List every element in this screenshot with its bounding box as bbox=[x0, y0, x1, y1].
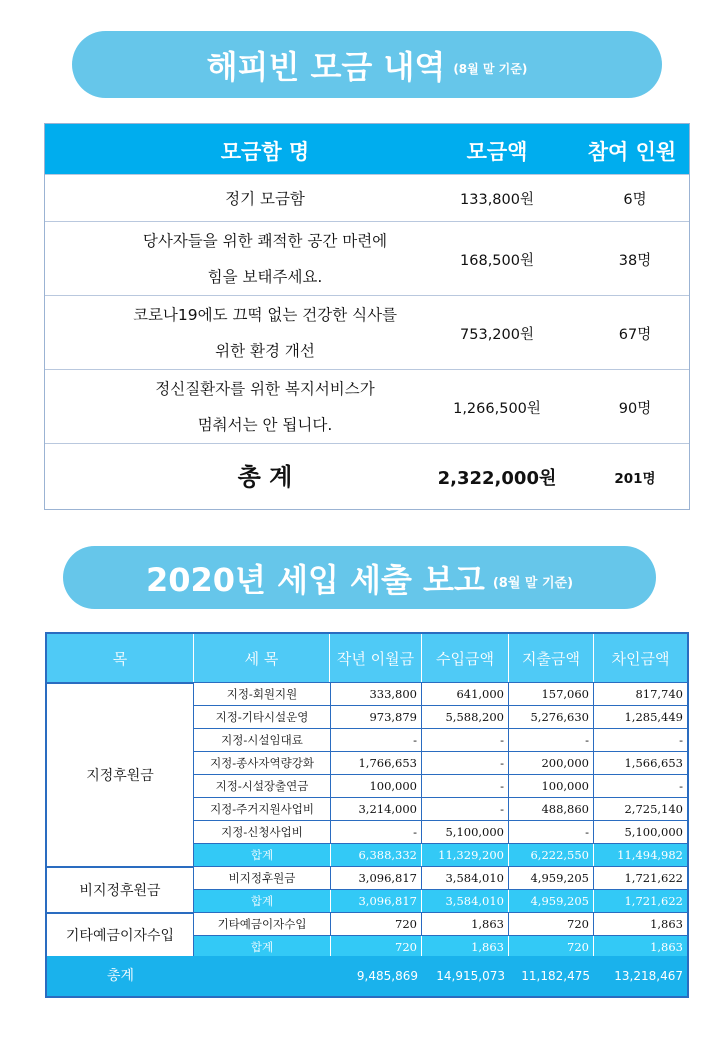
row-name: 정기 모금함 bbox=[225, 189, 305, 208]
total-label: 총 계 bbox=[237, 463, 293, 491]
row-expense: 6,222,550 bbox=[509, 844, 594, 866]
row-income: 1,863 bbox=[422, 936, 509, 958]
row-name: 코로나19에도 끄떡 없는 건강한 식사를 위한 환경 개선 bbox=[132, 306, 398, 360]
header-expense: 지출금액 bbox=[509, 634, 594, 682]
header-participants: 참여 인원 bbox=[587, 140, 677, 164]
row-subcategory: 지정-시설임대료 bbox=[194, 729, 331, 751]
row-expense: 720 bbox=[509, 913, 594, 935]
budget-table bbox=[45, 632, 689, 998]
row-income: 641,000 bbox=[422, 683, 509, 705]
table-row bbox=[45, 369, 689, 444]
header-subcategory: 세 목 bbox=[194, 634, 330, 682]
header-carryover: 작년 이월금 bbox=[330, 634, 422, 682]
row-carryover: 3,214,000 bbox=[330, 798, 422, 820]
table-row bbox=[194, 751, 687, 774]
donation-title: 해피빈 모금 내역 bbox=[206, 47, 446, 86]
row-count: 90명 bbox=[618, 400, 652, 417]
row-income: 11,329,200 bbox=[422, 844, 509, 866]
table-row bbox=[194, 866, 687, 889]
row-subcategory: 지정-주거지원사업비 bbox=[194, 798, 331, 820]
row-count: 38명 bbox=[618, 252, 652, 269]
header-amount: 모금액 bbox=[466, 140, 528, 164]
row-subcategory: 지정-시설장출연금 bbox=[194, 775, 331, 797]
budget-total-label: 총계 bbox=[106, 968, 135, 984]
row-balance: 1,721,622 bbox=[624, 894, 683, 908]
row-count: 67명 bbox=[618, 326, 652, 343]
table-row bbox=[194, 774, 687, 797]
budget-total-row bbox=[47, 956, 687, 996]
row-carryover: 1,766,653 bbox=[330, 752, 422, 774]
row-income: - bbox=[422, 798, 509, 820]
table-row bbox=[194, 682, 687, 705]
group-label: 기타예금이자수입 bbox=[47, 912, 194, 956]
row-expense: 4,959,205 bbox=[509, 867, 594, 889]
row-carryover: - bbox=[330, 729, 422, 751]
row-subcategory: 합계 bbox=[194, 936, 331, 958]
subtotal-row bbox=[194, 935, 687, 958]
row-expense: 157,060 bbox=[509, 683, 594, 705]
row-balance: 1,566,653 bbox=[624, 756, 683, 770]
row-subcategory: 지정-회원지원 bbox=[194, 683, 331, 705]
row-carryover: 3,096,817 bbox=[330, 890, 422, 912]
row-expense: 488,860 bbox=[509, 798, 594, 820]
row-balance: - bbox=[679, 779, 683, 793]
donation-table-header bbox=[45, 124, 689, 174]
row-amount: 753,200원 bbox=[460, 326, 534, 343]
total-expense: 11,182,475 bbox=[521, 969, 590, 983]
group-label: 비지정후원금 bbox=[47, 866, 194, 912]
row-income: - bbox=[422, 729, 509, 751]
row-subcategory: 지정-신청사업비 bbox=[194, 821, 331, 843]
row-expense: 720 bbox=[509, 936, 594, 958]
row-name: 당사자들을 위한 쾌적한 공간 마련에 힘을 보태주세요. bbox=[142, 232, 388, 286]
total-row bbox=[45, 443, 689, 510]
table-row bbox=[45, 174, 689, 222]
subtotal-row bbox=[194, 843, 687, 866]
header-income: 수입금액 bbox=[422, 634, 509, 682]
row-balance: 5,100,000 bbox=[624, 825, 683, 839]
row-income: 1,863 bbox=[422, 913, 509, 935]
row-expense: 5,276,630 bbox=[509, 706, 594, 728]
row-carryover: 3,096,817 bbox=[330, 867, 422, 889]
row-carryover: 100,000 bbox=[330, 775, 422, 797]
row-balance: 1,863 bbox=[650, 940, 683, 954]
total-carryover: 9,485,869 bbox=[356, 969, 418, 983]
row-income: 5,588,200 bbox=[422, 706, 509, 728]
donation-title-banner bbox=[72, 31, 662, 98]
row-amount: 1,266,500원 bbox=[453, 400, 541, 417]
subtotal-row bbox=[194, 889, 687, 912]
row-expense: 200,000 bbox=[509, 752, 594, 774]
budget-title-banner bbox=[63, 546, 656, 609]
row-carryover: 720 bbox=[330, 913, 422, 935]
header-category: 목 bbox=[47, 634, 194, 682]
row-subcategory: 기타예금이자수입 bbox=[194, 913, 331, 935]
row-income: - bbox=[422, 775, 509, 797]
header-balance: 차인금액 bbox=[594, 634, 687, 682]
row-carryover: 6,388,332 bbox=[330, 844, 422, 866]
table-row bbox=[194, 912, 687, 935]
table-row bbox=[194, 705, 687, 728]
table-row bbox=[194, 797, 687, 820]
total-income: 14,915,073 bbox=[436, 969, 505, 983]
table-row bbox=[194, 820, 687, 843]
row-subcategory: 비지정후원금 bbox=[194, 867, 331, 889]
row-balance: 11,494,982 bbox=[617, 848, 683, 862]
row-expense: 4,959,205 bbox=[509, 890, 594, 912]
row-expense: - bbox=[509, 729, 594, 751]
row-income: 3,584,010 bbox=[422, 867, 509, 889]
donation-table bbox=[44, 123, 690, 510]
row-carryover: - bbox=[330, 821, 422, 843]
row-subcategory: 합계 bbox=[194, 844, 331, 866]
total-amount: 2,322,000원 bbox=[437, 468, 557, 489]
row-amount: 168,500원 bbox=[460, 252, 534, 269]
row-carryover: 720 bbox=[330, 936, 422, 958]
row-balance: 1,285,449 bbox=[624, 710, 683, 724]
row-balance: 817,740 bbox=[635, 687, 683, 701]
row-balance: 1,721,622 bbox=[624, 871, 683, 885]
row-carryover: 973,879 bbox=[330, 706, 422, 728]
table-row bbox=[194, 728, 687, 751]
row-count: 6명 bbox=[623, 192, 647, 208]
total-balance: 13,218,467 bbox=[614, 969, 683, 983]
row-balance: - bbox=[679, 733, 683, 747]
table-row bbox=[45, 295, 689, 370]
row-subcategory: 합계 bbox=[194, 890, 331, 912]
group-label: 지정후원금 bbox=[47, 682, 194, 866]
table-row bbox=[45, 221, 689, 296]
row-income: - bbox=[422, 752, 509, 774]
budget-title: 2020년 세입 세출 보고 bbox=[145, 560, 485, 599]
row-expense: - bbox=[509, 821, 594, 843]
total-count: 201명 bbox=[614, 471, 656, 487]
row-expense: 100,000 bbox=[509, 775, 594, 797]
donation-subtitle: (8월 말 기준) bbox=[453, 62, 528, 76]
header-name: 모금함 명 bbox=[220, 140, 310, 164]
row-carryover: 333,800 bbox=[330, 683, 422, 705]
row-income: 3,584,010 bbox=[422, 890, 509, 912]
row-amount: 133,800원 bbox=[460, 192, 534, 208]
row-subcategory: 지정-종사자역량강화 bbox=[194, 752, 331, 774]
row-income: 5,100,000 bbox=[422, 821, 509, 843]
row-balance: 1,863 bbox=[650, 917, 683, 931]
row-subcategory: 지정-기타시설운영 bbox=[194, 706, 331, 728]
row-balance: 2,725,140 bbox=[624, 802, 683, 816]
budget-subtitle: (8월 말 기준) bbox=[492, 576, 574, 591]
row-name: 정신질환자를 위한 복지서비스가 멈춰서는 안 됩니다. bbox=[155, 380, 375, 434]
